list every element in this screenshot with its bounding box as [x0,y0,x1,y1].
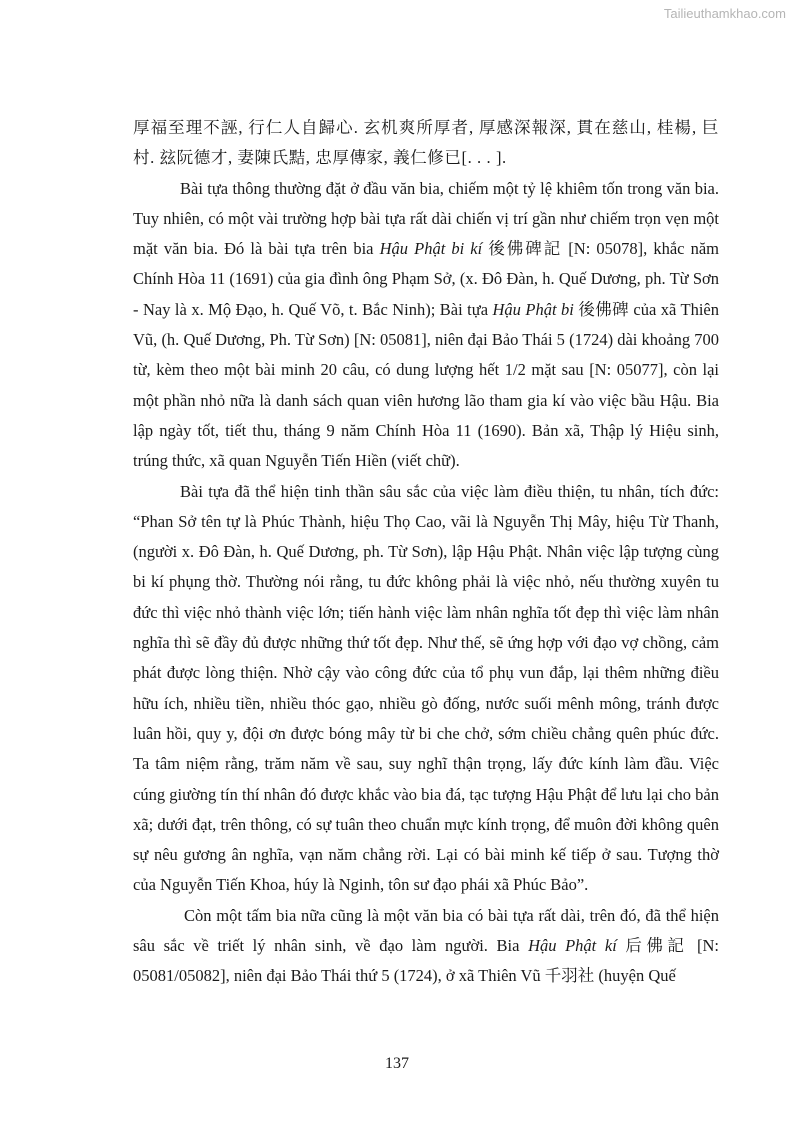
text-run: Bài tựa thông thường đặt ở đầu văn bia, chiếm một tỷ lệ khiêm tốn trong văn bia. Tuy nhiên, có một vài trường hợp bài tựa rất dài chiến vị trí gần như chiếm trọn vẹn một mặt văn bia. Đó là bài tựa trên bia [133,178,719,259]
text-run: 後佛碑記 [N: 05078], khắc năm Chính Hòa 11 (1691) của gia đình ông Phạm Sở, (x. Đô Đàn, h. Quế Dương, ph. Từ Sơn - Nay là x. Mộ Đạo, h. Quế Võ, t. Bắc Ninh); Bài tựa [133,239,719,319]
watermark: Tailieuthamkhao.com [663,6,786,21]
classical-chinese-paragraph: 厚福至理不誣, 行仁人自歸心. 玄机爽所厚者, 厚感深報深, 貫在慈山, 桂楊, 巨村. 玆阮德才, 妻陳氏黠, 忠厚傳家, 義仁修已[. . . ]. [133,118,719,168]
stele-title-italic: Hậu Phật bi [492,299,574,319]
page-number: 137 [385,1055,409,1072]
stele-title-italic: Hậu Phật kí [528,936,617,956]
paragraph-another-stele [133,901,719,992]
stele-title-italic: Hậu Phật bi kí [379,239,483,259]
text-run: Còn một tấm bia nữa cũng là một văn bia có bài tựa rất dài, trên đó, đã thể hiện sâu sắc về triết lý nhân sinh, về đạo làm người. Bia [133,905,719,956]
document-body [133,113,719,992]
text-run: 后佛記 [N: 05081/05082], niên đại Bảo Thái thứ 5 (1724), ở xã Thiên Vũ 千羽社 (huyện Quế [133,936,719,986]
text-run: 後佛碑 của xã Thiên Vũ, (h. Quế Dương, Ph. Từ Sơn) [N: 05081], niên đại Bảo Thái 5 (1724) dài khoảng 700 từ, kèm theo một bài minh 20 câu, có dung lượng hết 1/2 mặt sau [N: 05077], còn lại một phần nhỏ nữa là danh sách quan viên hương lão tham gia kí vào việc bầu Hậu. Bia lập ngày tốt, tiết thu, tháng 9 năm Chính Hòa 11 (1690). Bản xã, Thập lý Hiệu sinh, trúng thức, xã quan Nguyễn Tiến Hiền (viết chữ). [133,299,719,471]
paragraph-preface-content: Bài tựa đã thể hiện tinh thần sâu sắc của việc làm điều thiện, tu nhân, tích đức: “Phan Sở tên tự là Phúc Thành, hiệu Thọ Cao, vãi là Nguyễn Thị Mây, hiệu Từ Thanh, (người x. Đô Đàn, h. Quế Dương, ph. Từ Sơn), lập Hậu Phật. Nhân việc lập tượng cùng bi kí phụng thờ. Thường nói rằng, tu đức không phải là việc nhỏ, nếu thường xuyên tu đức thì việc nhỏ thành việc lớn; tiến hành việc làm nhân nghĩa tốt đẹp thì việc làm nhân nghĩa thì sẽ đầy đủ được những thứ tốt đẹp. Như thế, sẽ ứng hợp với đạo vợ chồng, cảm phát được lòng thiện. Nhờ cậy vào công đức của tổ phụ vun đắp, lại thêm những điều hữu ích, nhiều tiền, nhiều thóc gạo, nhiều gò đống, nước suối mênh mông, tránh được luân hồi, quy y, đội ơn được bóng mây từ bi che chở, sớm chiều chẳng quên phúc đức. Ta tâm niệm rằng, trăm năm về sau, suy nghĩ thận trọng, lấy đức kính làm đầu. Việc cúng giường tín thí nhân đó được khắc vào bia đá, tạc tượng Hậu Phật để lưu lại cho bản xã; dưới đạt, trên thông, có sự tuân theo chuẩn mực kính trọng, để muôn đời không quên sự nêu gương ân nghĩa, vạn năm chẳng rời. Lại có bài minh kế tiếp ở sau. Tượng thờ của Nguyễn Tiến Khoa, húy là Nginh, tôn sư đạo phái xã Phúc Bảo”. [133,481,719,895]
paragraph-preface-overview [133,174,719,477]
